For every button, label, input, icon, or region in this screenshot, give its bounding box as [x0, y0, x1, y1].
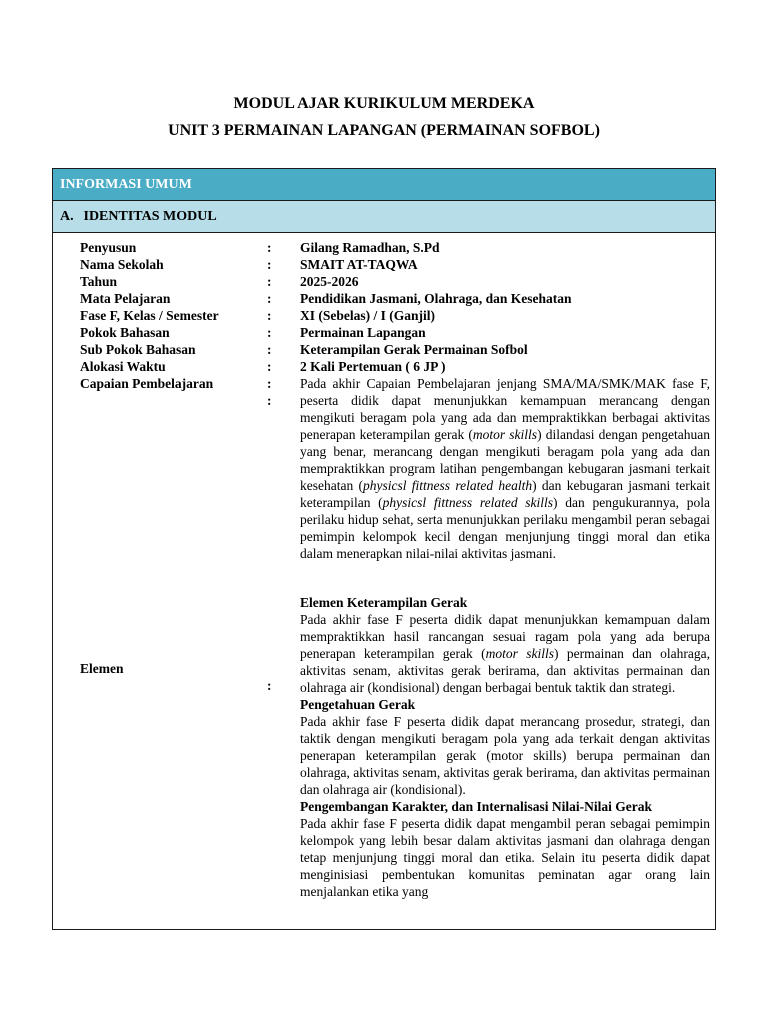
field-colon: : — [267, 240, 272, 255]
field-label-nama-sekolah: Nama Sekolah — [80, 257, 164, 272]
field-value-alokasi-waktu: 2 Kali Pertemuan ( 6 JP ) — [300, 359, 446, 374]
field-colon: : — [267, 274, 272, 289]
field-value-mata-pelajaran: Pendidikan Jasmani, Olahraga, dan Kesehatan — [300, 291, 572, 306]
module-info-table — [52, 168, 716, 930]
field-label-fase-kelas-semester: Fase F, Kelas / Semester — [80, 308, 219, 323]
field-label-elemen: Elemen — [80, 661, 124, 676]
field-label-tahun: Tahun — [80, 274, 118, 289]
field-colon: : — [267, 308, 272, 323]
field-label-pokok-bahasan: Pokok Bahasan — [80, 325, 170, 340]
field-colon: : — [267, 678, 272, 693]
field-colon: : — [267, 376, 272, 391]
elemen-keterampilan-text: Pada akhir fase F peserta didik dapat menunjukkan kemampuan dalam mempraktikkan hasil rancangan sesuai ragam pola yang ada berupa penerapan keterampilan gerak (motor skills) permainan dan olahraga, aktivitas senam, aktivitas gerak berirama, dan aktivitas permainan dan olahraga air (kondisional) dengan berbagai bentuk taktik dan strategi. — [300, 612, 710, 695]
field-label-capaian-pembelajaran: Capaian Pembelajaran — [80, 376, 214, 391]
field-value-pokok-bahasan: Permainan Lapangan — [300, 325, 426, 340]
subsection-label: IDENTITAS MODUL — [83, 209, 217, 224]
field-value-sub-pokok-bahasan: Keterampilan Gerak Permainan Sofbol — [300, 342, 528, 357]
field-colon: : — [267, 359, 272, 374]
field-colon: : — [267, 393, 272, 408]
field-value-fase-kelas-semester: XI (Sebelas) / I (Ganjil) — [300, 308, 435, 323]
module-title: MODUL AJAR KURIKULUM MERDEKA — [233, 95, 535, 112]
capaian-paragraph: Pada akhir Capaian Pembelajaran jenjang SMA/MA/SMK/MAK fase F, peserta didik dapat menunjukkan kemampuan merancang dengan mengikuti beragam pola yang ada dan mempraktikkan berbagai aktivitas penerapan keterampilan gerak (motor skills) dilandasi dengan pengetahuan yang benar, merancang dengan mengikuti beragam pola yang ada dan mempraktikkan program latihan pengembangan kebugaran jasmani terkait kesehatan (physicsl fittness related health) dan kebugaran jasmani terkait keterampilan (physicsl fittness related skills) dan pengukurannya, pola perilaku hidup sehat, serta menunjukkan perilaku mengambil peran sebagai pemimpin kelompok kecil dengan menjunjung tinggi moral dan etika dalam menerapkan nilai-nilai aktivitas jasmani. — [300, 376, 711, 561]
field-label-penyusun: Penyusun — [80, 240, 137, 255]
elemen-keterampilan-block — [300, 594, 710, 900]
field-label-sub-pokok-bahasan: Sub Pokok Bahasan — [80, 342, 196, 357]
module-subtitle: UNIT 3 PERMAINAN LAPANGAN (PERMAINAN SOFBOL) — [168, 122, 600, 139]
pengembangan-karakter-heading: Pengembangan Karakter, dan Internalisasi Nilai-Nilai Gerak — [300, 799, 653, 814]
field-colon: : — [267, 325, 272, 340]
section-header-informasi-umum: INFORMASI UMUM — [53, 169, 715, 201]
field-value-nama-sekolah: SMAIT AT-TAQWA — [300, 257, 418, 272]
field-value-tahun: 2025-2026 — [300, 274, 359, 289]
pengembangan-karakter-text: Pada akhir fase F peserta didik dapat mengambil peran sebagai pemimpin kelompok yang lebih besar dalam aktivitas jasmani dan olahraga dengan tetap menjunjung tinggi moral dan etika. Selain itu peserta didik dapat menginisiasi pembentukan komunitas peminatan agar orang lain menjalankan etika yang — [300, 816, 710, 899]
field-colon: : — [267, 291, 272, 306]
field-value-penyusun: Gilang Ramadhan, S.Pd — [300, 240, 440, 255]
field-colon: : — [267, 257, 272, 272]
pengetahuan-gerak-heading: Pengetahuan Gerak — [300, 697, 416, 712]
elemen-keterampilan-heading: Elemen Keterampilan Gerak — [300, 595, 468, 610]
field-label-alokasi-waktu: Alokasi Waktu — [80, 359, 166, 374]
field-colon: : — [267, 342, 272, 357]
pengetahuan-gerak-text: Pada akhir fase F peserta didik dapat merancang prosedur, strategi, dan taktik dengan mengikuti beragam pola yang ada terkait dengan aktivitas penerapan keterampilan gerak (motor skills) berupa permainan dan olahraga, aktivitas senam, aktivitas gerak berirama, dan aktivitas permainan dan olahraga air (kondisional). — [300, 714, 710, 797]
subsection-number: A. — [60, 209, 74, 224]
subsection-header-identitas-modul — [53, 201, 715, 233]
field-label-mata-pelajaran: Mata Pelajaran — [80, 291, 171, 306]
